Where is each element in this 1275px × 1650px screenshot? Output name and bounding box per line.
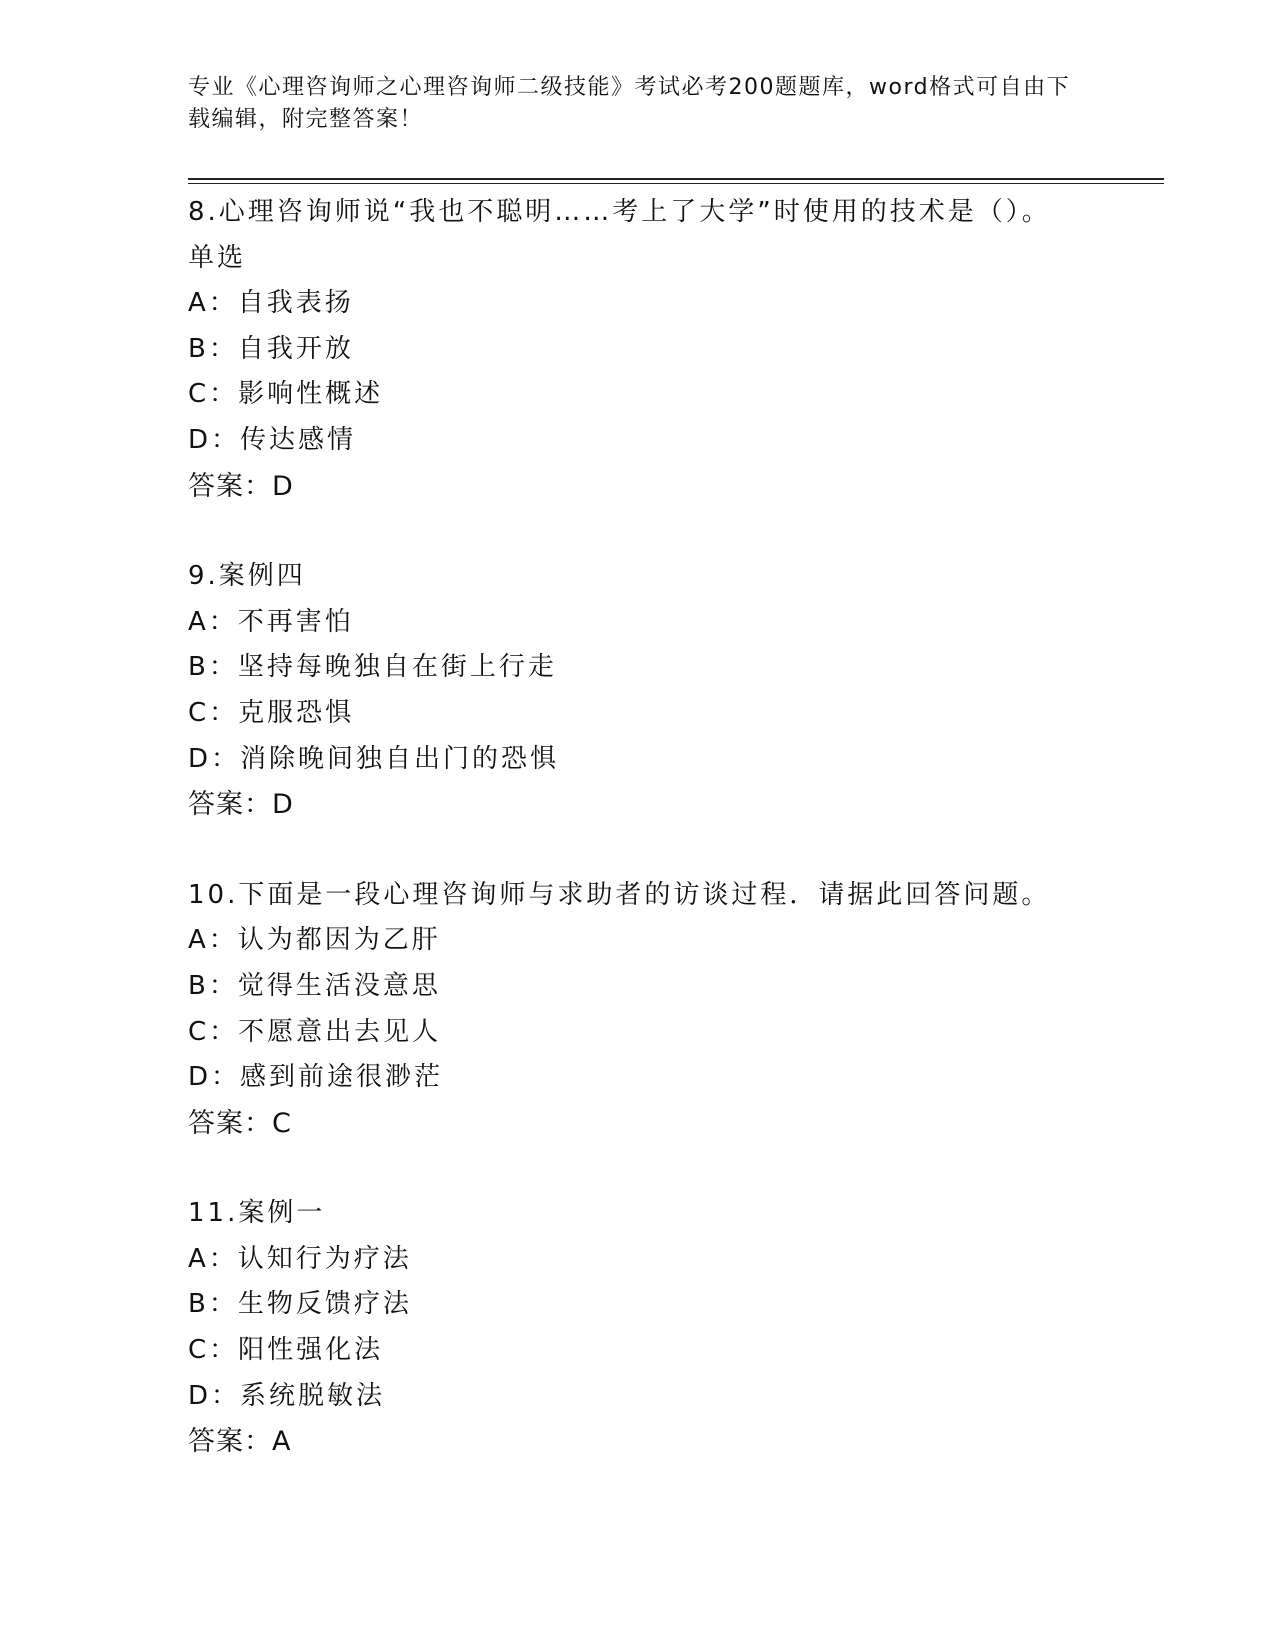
option-d: D：系统脱敏法: [188, 1380, 386, 1411]
header-divider-bottom: [188, 183, 1164, 184]
document-intro: 专业《心理咨询师之心理咨询师二级技能》考试必考200题题库，word格式可自由下载编辑，附完整答案！: [188, 75, 1071, 132]
option-c: C：阳性强化法: [188, 1335, 384, 1366]
question-stem: 10.下面是一段心理咨询师与求助者的访谈过程．请据此回答问题。: [188, 879, 1051, 910]
option-c: C：影响性概述: [188, 379, 384, 410]
option-d: D：消除晚间独自出门的恐惧: [188, 743, 560, 774]
answer-line: 答案：A: [188, 1426, 292, 1458]
option-b: B：自我开放: [188, 333, 354, 364]
question-item: [188, 873, 1148, 1147]
option-a: A：自我表扬: [188, 288, 354, 319]
option-b: B：觉得生活没意思: [188, 970, 441, 1001]
answer-line: 答案：C: [188, 1107, 292, 1139]
question-item: [188, 554, 1148, 828]
answer-line: 答案：D: [188, 789, 294, 821]
question-stem: 9.案例四: [188, 561, 306, 592]
option-c: C：不愿意出去见人: [188, 1016, 442, 1047]
option-a: A：不再害怕: [188, 606, 354, 637]
header-divider-top: [188, 178, 1164, 180]
option-b: B：生物反馈疗法: [188, 1289, 412, 1320]
question-stem: 11.案例一: [188, 1198, 326, 1229]
answer-line: 答案：D: [188, 470, 294, 502]
question-list: [188, 190, 1148, 1510]
option-a: A：认知行为疗法: [188, 1243, 412, 1274]
option-c: C：克服恐惧: [188, 697, 355, 728]
option-a: A：认为都因为乙肝: [188, 925, 441, 956]
question-item: [188, 1191, 1148, 1465]
option-d: D：感到前途很渺茫: [188, 1062, 444, 1093]
option-b: B：坚持每晚独自在街上行走: [188, 652, 557, 683]
question-item: [188, 190, 1148, 509]
question-stem: 8.心理咨询师说“我也不聪明……考上了大学”时使用的技术是（）。单选: [188, 197, 1051, 273]
option-d: D：传达感情: [188, 424, 357, 455]
